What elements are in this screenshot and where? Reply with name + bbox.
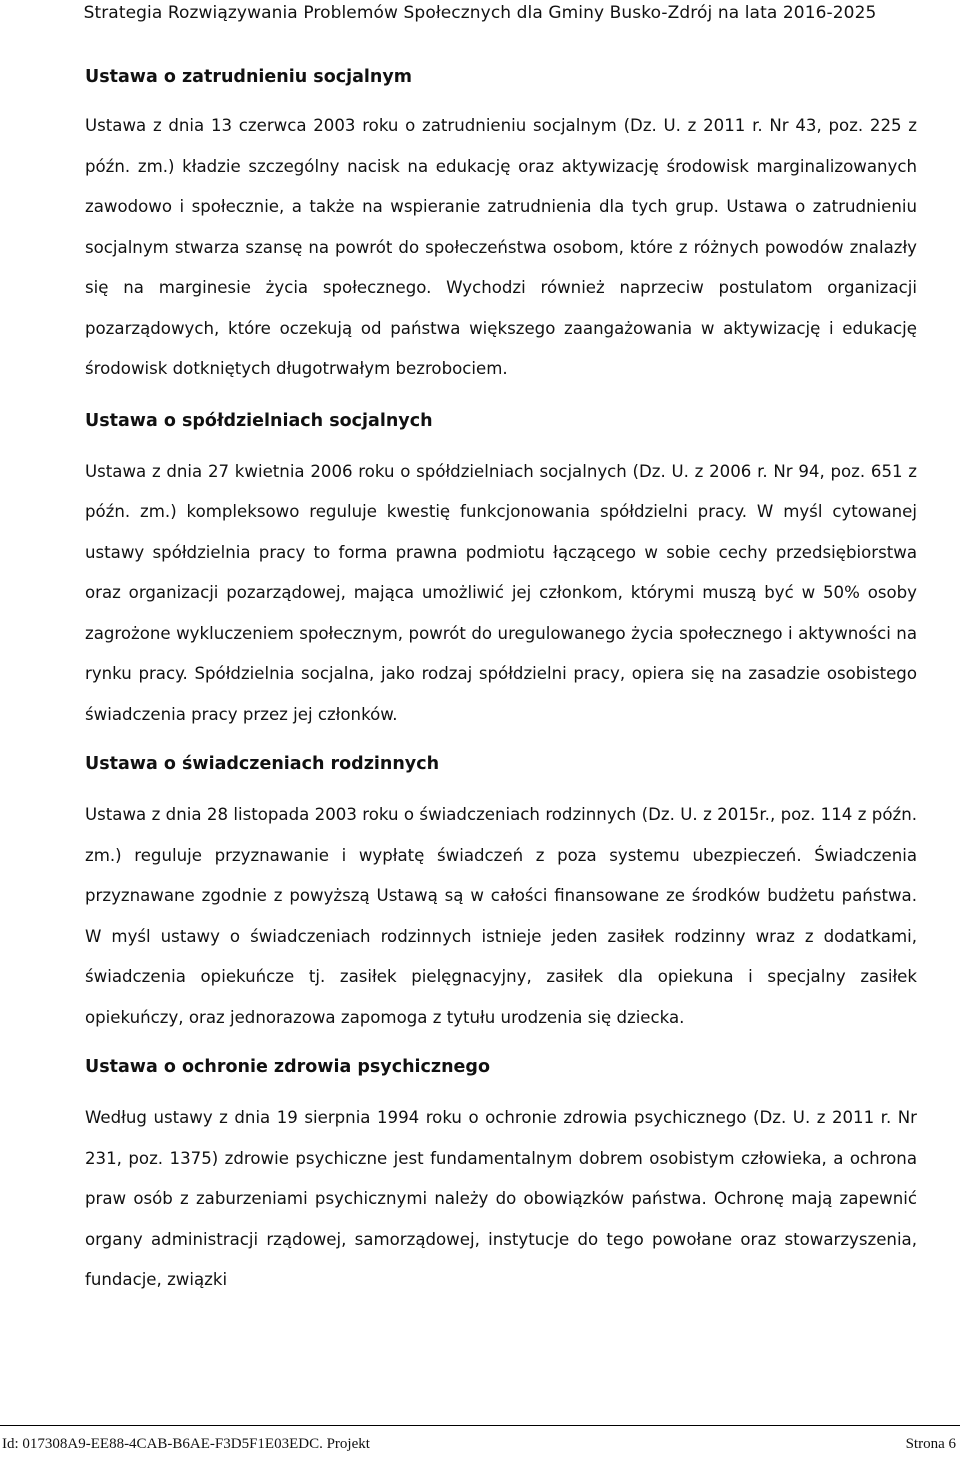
section-zatrudnienie-socjalne <box>85 64 917 390</box>
section-paragraph: Ustawa z dnia 27 kwietnia 2006 roku o spółdzielniach socjalnych (Dz. U. z 2006 r. Nr 94, poz. 651 z późn. zm.) kompleksowo reguluje kwestię funkcjonowania spółdzielni pracy. W myśl cytowanej ustawy spółdzielnia pracy to forma prawna podmiotu łączącego w sobie cechy przedsiębiorstwa oraz organizacji pozarządowej, mająca umożliwić jej członkom, którymi muszą być w 50% osoby zagrożone wykluczeniem społecznym, powrót do uregulowanego życia społecznego i aktywności na rynku pracy. Spółdzielnia socjalna, jako rodzaj spółdzielni pracy, opiera się na zasadzie osobistego świadczenia pracy przez jej członków. <box>85 461 917 724</box>
section-spoldzielnie-socjalne <box>85 408 917 736</box>
section-heading: Ustawa o spółdzielniach socjalnych <box>85 410 433 431</box>
section-paragraph: Według ustawy z dnia 19 sierpnia 1994 roku o ochronie zdrowia psychicznego (Dz. U. z 2011 r. Nr 231, poz. 1375) zdrowie psychiczne jest fundamentalnym dobrem osobistym człowieka, a ochrona praw osób z zaburzeniami psychicznymi należy do obowiązków państwa. Ochronę mają zapewnić organy administracji rządowej, samorządowej, instytucje do tego powołane oraz stowarzyszenia, fundacje, związki <box>85 1108 917 1289</box>
section-heading: Ustawa o zatrudnieniu socjalnym <box>85 67 413 87</box>
section-paragraph: Ustawa z dnia 13 czerwca 2003 roku o zatrudnieniu socjalnym (Dz. U. z 2011 r. Nr 43, poz. 225 z późn. zm.) kładzie szczególny nacisk na edukację oraz aktywizację środowisk marginalizowanych zawodowo i społecznie, a także na wspieranie zatrudnienia dla tych grup. Ustawa o zatrudnieniu socjalnym stwarza szansę na powrót do społeczeństwa osobom, które z różnych powodów znalazły się na marginesie życia społecznego. Wychodzi również naprzeciw postulatom organizacji pozarządowych, które oczekują od państwa większego zaangażowania w aktywizację i edukację środowisk dotkniętych długotrwałym bezrobociem. <box>85 116 917 378</box>
section-heading: Ustawa o ochronie zdrowia psychicznego <box>85 1057 490 1077</box>
section-swiadczenia-rodzinne <box>85 751 917 1038</box>
footer-divider <box>0 1425 960 1426</box>
section-paragraph: Ustawa z dnia 28 listopada 2003 roku o świadczeniach rodzinnych (Dz. U. z 2015r., poz. 114 z późn. zm.) reguluje przyznawanie i wypłatę świadczeń z poza systemu ubezpieczeń. Świadczenia przyznawane zgodnie z powyższą Ustawą są w całości finansowane ze środków budżetu państwa. W myśl ustawy o świadczeniach rodzinnych istnieje jeden zasiłek rodzinny wraz z dodatkami, świadczenia opiekuńcze tj. zasiłek pielęgnacyjny, zasiłek dla opiekuna i specjalny zasiłek opiekuńczy, oraz jednorazowa zapomoga z tytułu urodzenia się dziecka. <box>85 805 917 1027</box>
section-heading: Ustawa o świadczeniach rodzinnych <box>85 754 440 774</box>
running-header: Strategia Rozwiązywania Problemów Społecznych dla Gminy Busko-Zdrój na lata 2016-2025 <box>83 3 877 23</box>
document-body <box>85 64 917 1301</box>
page-number: Strona 6 <box>905 1436 956 1452</box>
document-id: Id: 017308A9-EE88-4CAB-B6AE-F3D5F1E03EDC. Projekt <box>2 1436 370 1452</box>
section-zdrowie-psychiczne <box>85 1054 917 1301</box>
